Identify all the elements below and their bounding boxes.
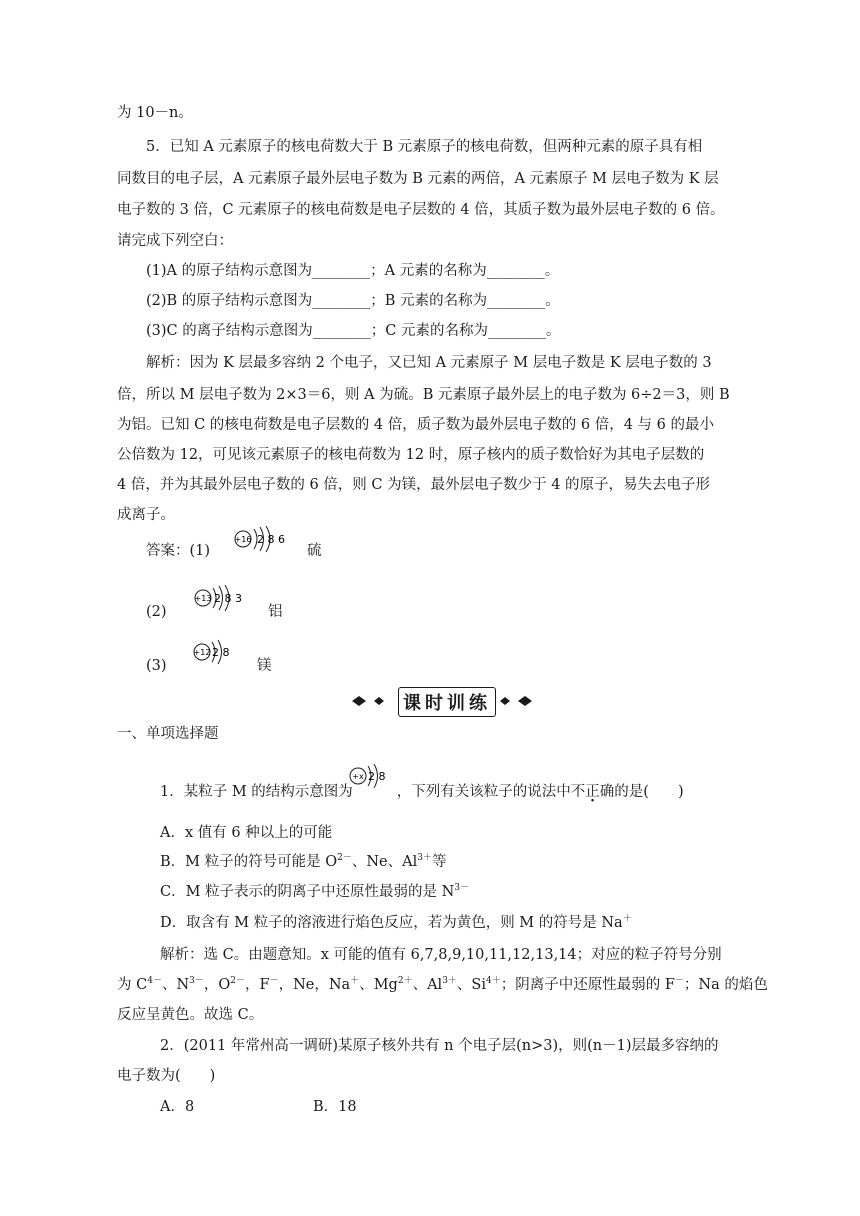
particle-structure-diagram [348, 762, 388, 792]
nucleus-label: +16 [234, 535, 252, 544]
question-2-cont: 电子数为( ) [117, 1068, 216, 1084]
text-line: 5．已知 A 元素原子的核电荷数大于 B 元素原子的核电荷数，但两种元素的原子具有相 [146, 139, 703, 155]
option-b: B．M 粒子的符号可能是 $O^{2-}$、Ne、$Al^{3+}$等 [160, 853, 447, 870]
text-line: 成离子。 [117, 507, 175, 523]
answer-label: (2) [146, 604, 167, 620]
nucleus-label: +12 [193, 648, 211, 657]
section-heading: 一、单项选择题 [117, 726, 219, 742]
text-line: 为 10－n。 [117, 105, 193, 121]
element-name: 硫 [307, 543, 322, 559]
explanation-line: 为 $C^{4-}$、$N^{3-}$，$O^{2-}$，F－，Ne，Na＋、$Mg^{2+}$、$Al^{3+}$、$Si^{4+}$；阴离子中还原性最弱的 F－；Na 的焰色 [117, 976, 768, 993]
option-c: C．M 粒子表示的阴离子中还原性最弱的是 $N^{3-}$ [160, 883, 470, 900]
question-2: 2．(2011 年常州高一调研)某原子核外共有 n 个电子层(n>3)，则(n－1)层最多容纳的 [160, 1038, 719, 1054]
section-banner-title: 课时训练 [398, 687, 496, 717]
text-line: (3)C 的离子结构示意图为________；C 元素的名称为________。 [146, 323, 561, 339]
text-line: 为铝。已知 C 的核电荷数是电子层数的 4 倍，质子数为最外层电子数的 6 倍，4 与 6 的最小 [117, 417, 714, 433]
text-line: 倍，所以 M 层电子数为 2×3＝6，则 A 为硫。B 元素原子最外层上的电子数为 6÷2＝3，则 B [117, 387, 730, 403]
option-a: A．8 [160, 1099, 195, 1115]
option-a: A．x 值有 6 种以上的可能 [160, 825, 333, 841]
option-d: D．取含有 M 粒子的溶液进行焰色反应，若为黄色，则 M 的符号是 Na＋ [160, 914, 632, 931]
shell-electrons: 2 8 [368, 770, 386, 783]
text-line: (2)B 的原子结构示意图为________；B 元素的名称为________。 [146, 293, 560, 309]
atom-structure-diagram [193, 584, 243, 614]
shell-electrons: 2 8 3 [214, 592, 242, 605]
nucleus-label: +x [352, 772, 364, 781]
text-line: (1)A 的原子结构示意图为________；A 元素的名称为________。 [146, 263, 560, 279]
emphasis-text: 不正确 [570, 784, 615, 800]
nucleus-label: +13 [194, 594, 212, 603]
text-line: 公倍数为 12，可见该元素原子的核电荷数为 12 时，原子核内的质子数恰好为其电子层数的 [117, 447, 705, 463]
explanation-line: 反应呈黄色。故选 C。 [117, 1007, 264, 1023]
option-b: B．18 [313, 1099, 357, 1115]
shell-electrons: 2 8 6 [257, 533, 285, 546]
text-line: 请完成下列空白： [117, 233, 233, 249]
explanation-line: 解析：选 C。由题意知。x 可能的值有 6,7,8,9,10,11,12,13,14；对应的粒子符号分别 [160, 947, 722, 963]
element-name: 铝 [268, 604, 283, 620]
text-line: 电子数的 3 倍，C 元素原子的核电荷数是电子层数的 4 倍，其质子数为最外层电子数的 6 倍。 [117, 202, 725, 218]
answer-label: (3) [146, 658, 167, 674]
text-line: 同数目的电子层，A 元素原子最外层电子数为 B 元素的两倍，A 元素原子 M 层电子数为 K 层 [117, 171, 719, 187]
element-name: 镁 [257, 658, 272, 674]
shell-electrons: 2 8 [212, 646, 230, 659]
atom-structure-diagram [232, 526, 294, 556]
answer-label: 答案：(1) [146, 543, 211, 559]
text-line: 解析：因为 K 层最多容纳 2 个电子，又已知 A 元素原子 M 层电子数是 K 层电子数的 3 [146, 355, 712, 371]
question-1: 1．某粒子 M 的结构示意图为 ，下列有关该粒子的说法中不正确的是( ) [160, 784, 684, 800]
text-line: 4 倍，并为其最外层电子数的 6 倍，则 C 为镁，最外层电子数少于 4 的原子，易失去电子形 [117, 477, 711, 493]
ion-structure-diagram [192, 638, 234, 668]
